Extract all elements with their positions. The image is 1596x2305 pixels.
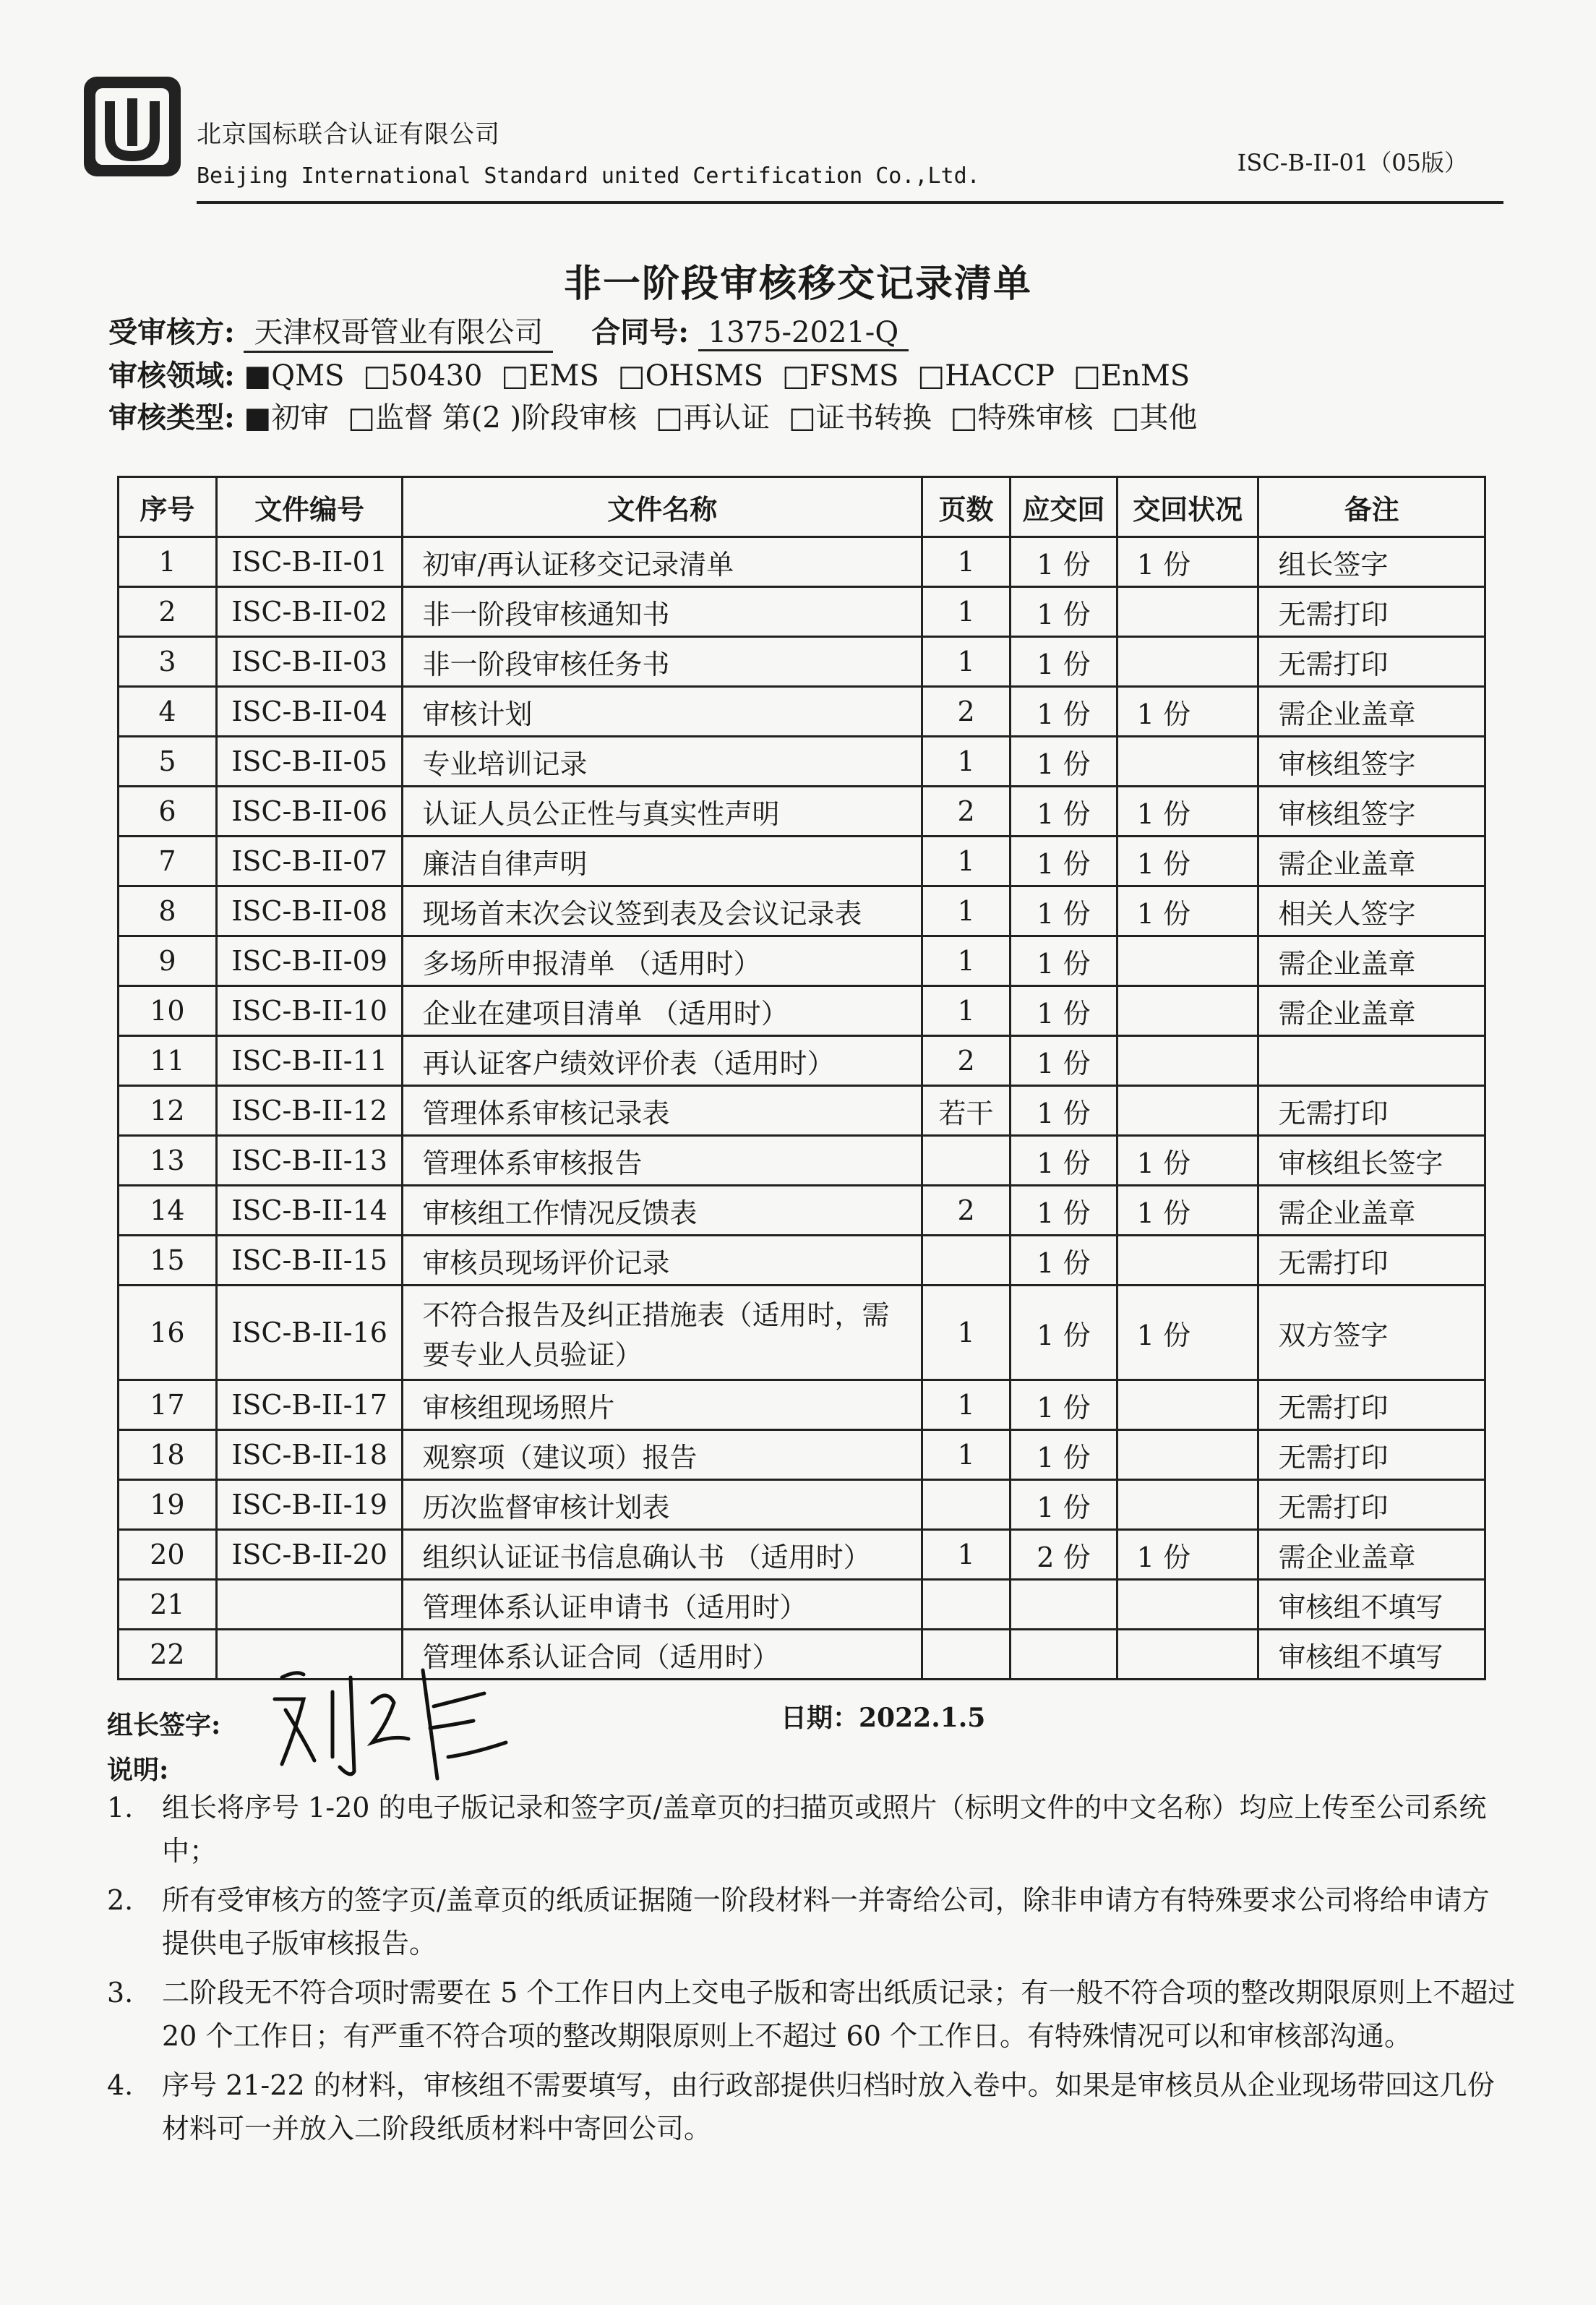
cell-pages: 2 xyxy=(922,687,1011,737)
audit-type-option: □监督 第(2 )阶段审核 xyxy=(348,401,638,435)
cell-returned xyxy=(1117,1480,1258,1530)
cell-pages: 1 xyxy=(922,537,1011,587)
cell-doc-name: 管理体系审核报告 xyxy=(403,1136,922,1186)
cell-pages: 1 xyxy=(922,587,1011,637)
cell-returned: 1 份 xyxy=(1117,837,1258,886)
cell-doc-no: ISC-B-II-01 xyxy=(216,537,403,587)
cell-remarks: 审核组不填写 xyxy=(1258,1630,1485,1680)
cell-remarks: 组长签字 xyxy=(1258,537,1485,587)
cell-doc-name: 历次监督审核计划表 xyxy=(403,1480,922,1530)
cell-doc-no: ISC-B-II-11 xyxy=(216,1036,403,1086)
cell-doc-name: 多场所申报清单 （适用时） xyxy=(403,936,922,986)
cell-seq: 21 xyxy=(119,1580,217,1630)
cell-seq: 14 xyxy=(119,1186,217,1236)
cell-seq: 22 xyxy=(119,1630,217,1680)
note-number: 1. xyxy=(107,1792,134,1823)
cell-due: 1 份 xyxy=(1010,1286,1117,1380)
audit-field-options xyxy=(244,359,1209,393)
cell-due: 1 份 xyxy=(1010,1136,1117,1186)
audit-field-option: □OHSMS xyxy=(617,359,764,393)
table-row xyxy=(119,1380,1485,1430)
cell-doc-no: ISC-B-II-07 xyxy=(216,837,403,886)
cell-returned: 1 份 xyxy=(1117,1136,1258,1186)
cell-returned xyxy=(1117,1086,1258,1136)
cell-pages: 1 xyxy=(922,1286,1011,1380)
cell-pages xyxy=(922,1236,1011,1286)
header-doc-name: 文件名称 xyxy=(403,477,922,537)
cell-doc-name: 管理体系审核记录表 xyxy=(403,1086,922,1136)
cell-remarks: 双方签字 xyxy=(1258,1286,1485,1380)
cell-doc-name: 组织认证证书信息确认书 （适用时） xyxy=(403,1530,922,1580)
cell-seq: 5 xyxy=(119,737,217,787)
cell-seq: 17 xyxy=(119,1380,217,1430)
cell-seq: 20 xyxy=(119,1530,217,1580)
cell-remarks: 需企业盖章 xyxy=(1258,1186,1485,1236)
cell-returned xyxy=(1117,986,1258,1036)
audit-type-option: □证书转换 xyxy=(788,401,932,435)
auditee-row xyxy=(108,309,938,353)
cell-pages: 1 xyxy=(922,886,1011,936)
company-logo xyxy=(78,72,186,181)
cell-doc-name: 企业在建项目清单 （适用时） xyxy=(403,986,922,1036)
cell-doc-name: 审核组现场照片 xyxy=(403,1380,922,1430)
cell-doc-name: 管理体系认证合同（适用时） xyxy=(403,1630,922,1680)
cell-remarks: 无需打印 xyxy=(1258,1086,1485,1136)
cell-pages: 1 xyxy=(922,1380,1011,1430)
cell-returned xyxy=(1117,1380,1258,1430)
cell-remarks: 无需打印 xyxy=(1258,1380,1485,1430)
notes-heading: 说明: xyxy=(107,1755,169,1785)
cell-due: 1 份 xyxy=(1010,1480,1117,1530)
cell-seq: 7 xyxy=(119,837,217,886)
cell-doc-name: 审核组工作情况反馈表 xyxy=(403,1186,922,1236)
audit-field-option: □EnMS xyxy=(1073,359,1190,393)
note-text: 所有受审核方的签字页/盖章页的纸质证据随一阶段材料一并寄给公司，除非申请方有特殊要求公司将给申请方提供电子版审核报告。 xyxy=(162,1884,1490,1959)
note-text: 序号 21-22 的材料，审核组不需要填写，由行政部提供归档时放入卷中。如果是审核员从企业现场带回这几份材料可一并放入二阶段纸质材料中寄回公司。 xyxy=(162,2069,1495,2144)
cell-remarks: 相关人签字 xyxy=(1258,886,1485,936)
table-row xyxy=(119,986,1485,1036)
table-body xyxy=(119,537,1485,1680)
table-row xyxy=(119,886,1485,936)
header-divider xyxy=(197,201,1503,204)
cell-returned: 1 份 xyxy=(1117,1530,1258,1580)
cell-remarks: 需企业盖章 xyxy=(1258,1530,1485,1580)
cell-doc-name: 初审/再认证移交记录清单 xyxy=(403,537,922,587)
cell-returned: 1 份 xyxy=(1117,1286,1258,1380)
cell-due: 1 份 xyxy=(1010,537,1117,587)
table-row xyxy=(119,936,1485,986)
table-row xyxy=(119,587,1485,637)
cell-due: 1 份 xyxy=(1010,1430,1117,1480)
table-row xyxy=(119,1236,1485,1286)
cell-doc-no: ISC-B-II-09 xyxy=(216,936,403,986)
cell-seq: 15 xyxy=(119,1236,217,1286)
cell-remarks: 需企业盖章 xyxy=(1258,687,1485,737)
leader-signature-label: 组长签字: xyxy=(107,1710,221,1740)
cell-pages xyxy=(922,1630,1011,1680)
table-header-row xyxy=(119,477,1485,537)
cell-pages: 1 xyxy=(922,1530,1011,1580)
cell-doc-no: ISC-B-II-20 xyxy=(216,1530,403,1580)
audit-type-label: 审核类型: xyxy=(108,401,235,435)
cell-returned: 1 份 xyxy=(1117,537,1258,587)
cell-pages: 2 xyxy=(922,1036,1011,1086)
cell-pages: 1 xyxy=(922,637,1011,687)
cell-doc-name: 不符合报告及纠正措施表（适用时，需要专业人员验证） xyxy=(403,1286,922,1380)
cell-returned xyxy=(1117,1036,1258,1086)
cell-doc-name: 认证人员公正性与真实性声明 xyxy=(403,787,922,837)
auditee-label: 受审核方: xyxy=(108,315,235,349)
cell-pages xyxy=(922,1136,1011,1186)
audit-type-option: □再认证 xyxy=(656,401,770,435)
header-due: 应交回 xyxy=(1010,477,1117,537)
table-row xyxy=(119,537,1485,587)
note-item xyxy=(107,1878,1516,1965)
table-row xyxy=(119,1136,1485,1186)
cell-remarks: 需企业盖章 xyxy=(1258,837,1485,886)
cell-pages xyxy=(922,1580,1011,1630)
cell-doc-no: ISC-B-II-02 xyxy=(216,587,403,637)
table-row xyxy=(119,1430,1485,1480)
cell-due: 1 份 xyxy=(1010,637,1117,687)
cell-pages: 1 xyxy=(922,837,1011,886)
note-item xyxy=(107,1971,1516,2058)
company-name-cn: 北京国标联合认证有限公司 xyxy=(197,120,500,149)
cell-due: 1 份 xyxy=(1010,1036,1117,1086)
cell-pages: 1 xyxy=(922,936,1011,986)
cell-doc-name: 非一阶段审核任务书 xyxy=(403,637,922,687)
cell-due: 1 份 xyxy=(1010,986,1117,1036)
cell-doc-no: ISC-B-II-18 xyxy=(216,1430,403,1480)
cell-doc-no: ISC-B-II-15 xyxy=(216,1236,403,1286)
cell-pages xyxy=(922,1480,1011,1530)
cell-seq: 12 xyxy=(119,1086,217,1136)
cell-due: 2 份 xyxy=(1010,1530,1117,1580)
cell-due: 1 份 xyxy=(1010,936,1117,986)
contract-label: 合同号: xyxy=(591,315,689,349)
cell-doc-no: ISC-B-II-08 xyxy=(216,886,403,936)
cell-returned: 1 份 xyxy=(1117,886,1258,936)
cell-returned xyxy=(1117,1236,1258,1286)
note-item xyxy=(107,2064,1516,2150)
audit-field-option: ■QMS xyxy=(244,359,345,393)
cell-pages: 1 xyxy=(922,1430,1011,1480)
cell-doc-name: 廉洁自律声明 xyxy=(403,837,922,886)
cell-remarks: 无需打印 xyxy=(1258,1236,1485,1286)
table-row xyxy=(119,787,1485,837)
cell-remarks: 无需打印 xyxy=(1258,1430,1485,1480)
cell-returned xyxy=(1117,1580,1258,1630)
auditee-value: 天津权哥管业有限公司 xyxy=(244,309,553,353)
audit-field-option: □EMS xyxy=(501,359,599,393)
header-pages: 页数 xyxy=(922,477,1011,537)
audit-field-option: □50430 xyxy=(363,359,483,393)
document-code: ISC-B-II-01（05版） xyxy=(1237,149,1467,176)
table-row xyxy=(119,837,1485,886)
table-row xyxy=(119,1186,1485,1236)
cell-doc-name: 观察项（建议项）报告 xyxy=(403,1430,922,1480)
cell-due: 1 份 xyxy=(1010,1380,1117,1430)
cell-due: 1 份 xyxy=(1010,737,1117,787)
cell-remarks: 审核组签字 xyxy=(1258,787,1485,837)
note-number: 2. xyxy=(107,1884,134,1916)
cell-returned xyxy=(1117,637,1258,687)
transfer-record-table xyxy=(117,476,1486,1680)
table-row xyxy=(119,1530,1485,1580)
cell-returned xyxy=(1117,1630,1258,1680)
note-text: 二阶段无不符合项时需要在 5 个工作日内上交电子版和寄出纸质记录；有一般不符合项的整改期限原则上不超过 20 个工作日；有严重不符合项的整改期限原则上不超过 60 个工作日。有特殊情况可以和审核部沟通。 xyxy=(162,1977,1516,2052)
cell-due: 1 份 xyxy=(1010,837,1117,886)
cell-doc-no: ISC-B-II-13 xyxy=(216,1136,403,1186)
cell-seq: 1 xyxy=(119,537,217,587)
audit-field-row xyxy=(108,353,1209,394)
cell-doc-no: ISC-B-II-05 xyxy=(216,737,403,787)
audit-type-option: □其他 xyxy=(1112,401,1198,435)
audit-type-option: ■初审 xyxy=(244,401,330,435)
cell-doc-no: ISC-B-II-17 xyxy=(216,1380,403,1430)
cell-pages: 2 xyxy=(922,787,1011,837)
note-item xyxy=(107,1786,1516,1873)
cell-doc-no: ISC-B-II-14 xyxy=(216,1186,403,1236)
header-remarks: 备注 xyxy=(1258,477,1485,537)
cell-remarks: 无需打印 xyxy=(1258,1480,1485,1530)
cell-remarks: 无需打印 xyxy=(1258,637,1485,687)
header-doc-no: 文件编号 xyxy=(216,477,403,537)
cell-pages: 1 xyxy=(922,986,1011,1036)
cell-doc-name: 管理体系认证申请书（适用时） xyxy=(403,1580,922,1630)
handwritten-signature xyxy=(267,1648,513,1786)
company-name-en: Beijing International Standard united Certification Co.,Ltd. xyxy=(197,163,980,189)
cell-remarks: 需企业盖章 xyxy=(1258,986,1485,1036)
audit-type-row xyxy=(108,395,1216,436)
cell-doc-name: 再认证客户绩效评价表（适用时） xyxy=(403,1036,922,1086)
cell-seq: 6 xyxy=(119,787,217,837)
cell-doc-no: ISC-B-II-03 xyxy=(216,637,403,687)
cell-doc-no xyxy=(216,1580,403,1630)
cell-returned xyxy=(1117,1430,1258,1480)
cell-seq: 18 xyxy=(119,1430,217,1480)
audit-field-option: □FSMS xyxy=(782,359,899,393)
cell-due: 1 份 xyxy=(1010,886,1117,936)
note-number: 4. xyxy=(107,2069,134,2101)
cell-doc-no: ISC-B-II-19 xyxy=(216,1480,403,1530)
cell-returned: 1 份 xyxy=(1117,687,1258,737)
cell-seq: 9 xyxy=(119,936,217,986)
table-row xyxy=(119,637,1485,687)
audit-field-label: 审核领域: xyxy=(108,359,235,393)
cell-doc-no: ISC-B-II-16 xyxy=(216,1286,403,1380)
cell-seq: 11 xyxy=(119,1036,217,1086)
cell-due: 1 份 xyxy=(1010,587,1117,637)
table-row xyxy=(119,1480,1485,1530)
cell-seq: 13 xyxy=(119,1136,217,1186)
cell-doc-no: ISC-B-II-06 xyxy=(216,787,403,837)
cell-seq: 3 xyxy=(119,637,217,687)
cell-returned xyxy=(1117,936,1258,986)
cell-doc-name: 现场首末次会议签到表及会议记录表 xyxy=(403,886,922,936)
note-text: 组长将序号 1-20 的电子版记录和签字页/盖章页的扫描页或照片（标明文件的中文名称）均应上传至公司系统中； xyxy=(162,1792,1487,1867)
cell-remarks xyxy=(1258,1036,1485,1086)
cell-returned xyxy=(1117,587,1258,637)
note-number: 3. xyxy=(107,1977,134,2009)
cell-due: 1 份 xyxy=(1010,1186,1117,1236)
cell-seq: 2 xyxy=(119,587,217,637)
date-text: 日期：2022.1.5 xyxy=(781,1703,986,1733)
cell-due: 1 份 xyxy=(1010,787,1117,837)
table-row xyxy=(119,1086,1485,1136)
cell-seq: 4 xyxy=(119,687,217,737)
table-row xyxy=(119,737,1485,787)
cell-due: 1 份 xyxy=(1010,1236,1117,1286)
cell-seq: 8 xyxy=(119,886,217,936)
audit-field-option: □HACCP xyxy=(917,359,1055,393)
cell-remarks: 需企业盖章 xyxy=(1258,936,1485,986)
notes-list xyxy=(107,1786,1516,2156)
header-seq: 序号 xyxy=(119,477,217,537)
cell-doc-name: 专业培训记录 xyxy=(403,737,922,787)
cell-remarks: 无需打印 xyxy=(1258,587,1485,637)
table-row xyxy=(119,1286,1485,1380)
cell-seq: 16 xyxy=(119,1286,217,1380)
cell-due xyxy=(1010,1580,1117,1630)
cell-due xyxy=(1010,1630,1117,1680)
cell-returned: 1 份 xyxy=(1117,787,1258,837)
cell-due: 1 份 xyxy=(1010,687,1117,737)
audit-type-options xyxy=(244,401,1216,435)
cell-pages: 2 xyxy=(922,1186,1011,1236)
cell-returned: 1 份 xyxy=(1117,1186,1258,1236)
table-row xyxy=(119,687,1485,737)
table-row xyxy=(119,1036,1485,1086)
cell-doc-name: 审核计划 xyxy=(403,687,922,737)
cell-remarks: 审核组长签字 xyxy=(1258,1136,1485,1186)
contract-value: 1375-2021-Q xyxy=(698,316,909,351)
cell-doc-no: ISC-B-II-12 xyxy=(216,1086,403,1136)
cell-remarks: 审核组不填写 xyxy=(1258,1580,1485,1630)
cell-due: 1 份 xyxy=(1010,1086,1117,1136)
cell-doc-no: ISC-B-II-10 xyxy=(216,986,403,1036)
cell-pages: 1 xyxy=(922,737,1011,787)
cell-doc-name: 非一阶段审核通知书 xyxy=(403,587,922,637)
cell-seq: 10 xyxy=(119,986,217,1036)
cell-returned xyxy=(1117,737,1258,787)
audit-type-option: □特殊审核 xyxy=(950,401,1094,435)
cell-remarks: 审核组签字 xyxy=(1258,737,1485,787)
document-title: 非一阶段审核移交记录清单 xyxy=(563,262,1032,306)
cell-doc-no: ISC-B-II-04 xyxy=(216,687,403,737)
cell-doc-name: 审核员现场评价记录 xyxy=(403,1236,922,1286)
header-returned: 交回状况 xyxy=(1117,477,1258,537)
cell-seq: 19 xyxy=(119,1480,217,1530)
table-row xyxy=(119,1580,1485,1630)
cell-pages: 若干 xyxy=(922,1086,1011,1136)
